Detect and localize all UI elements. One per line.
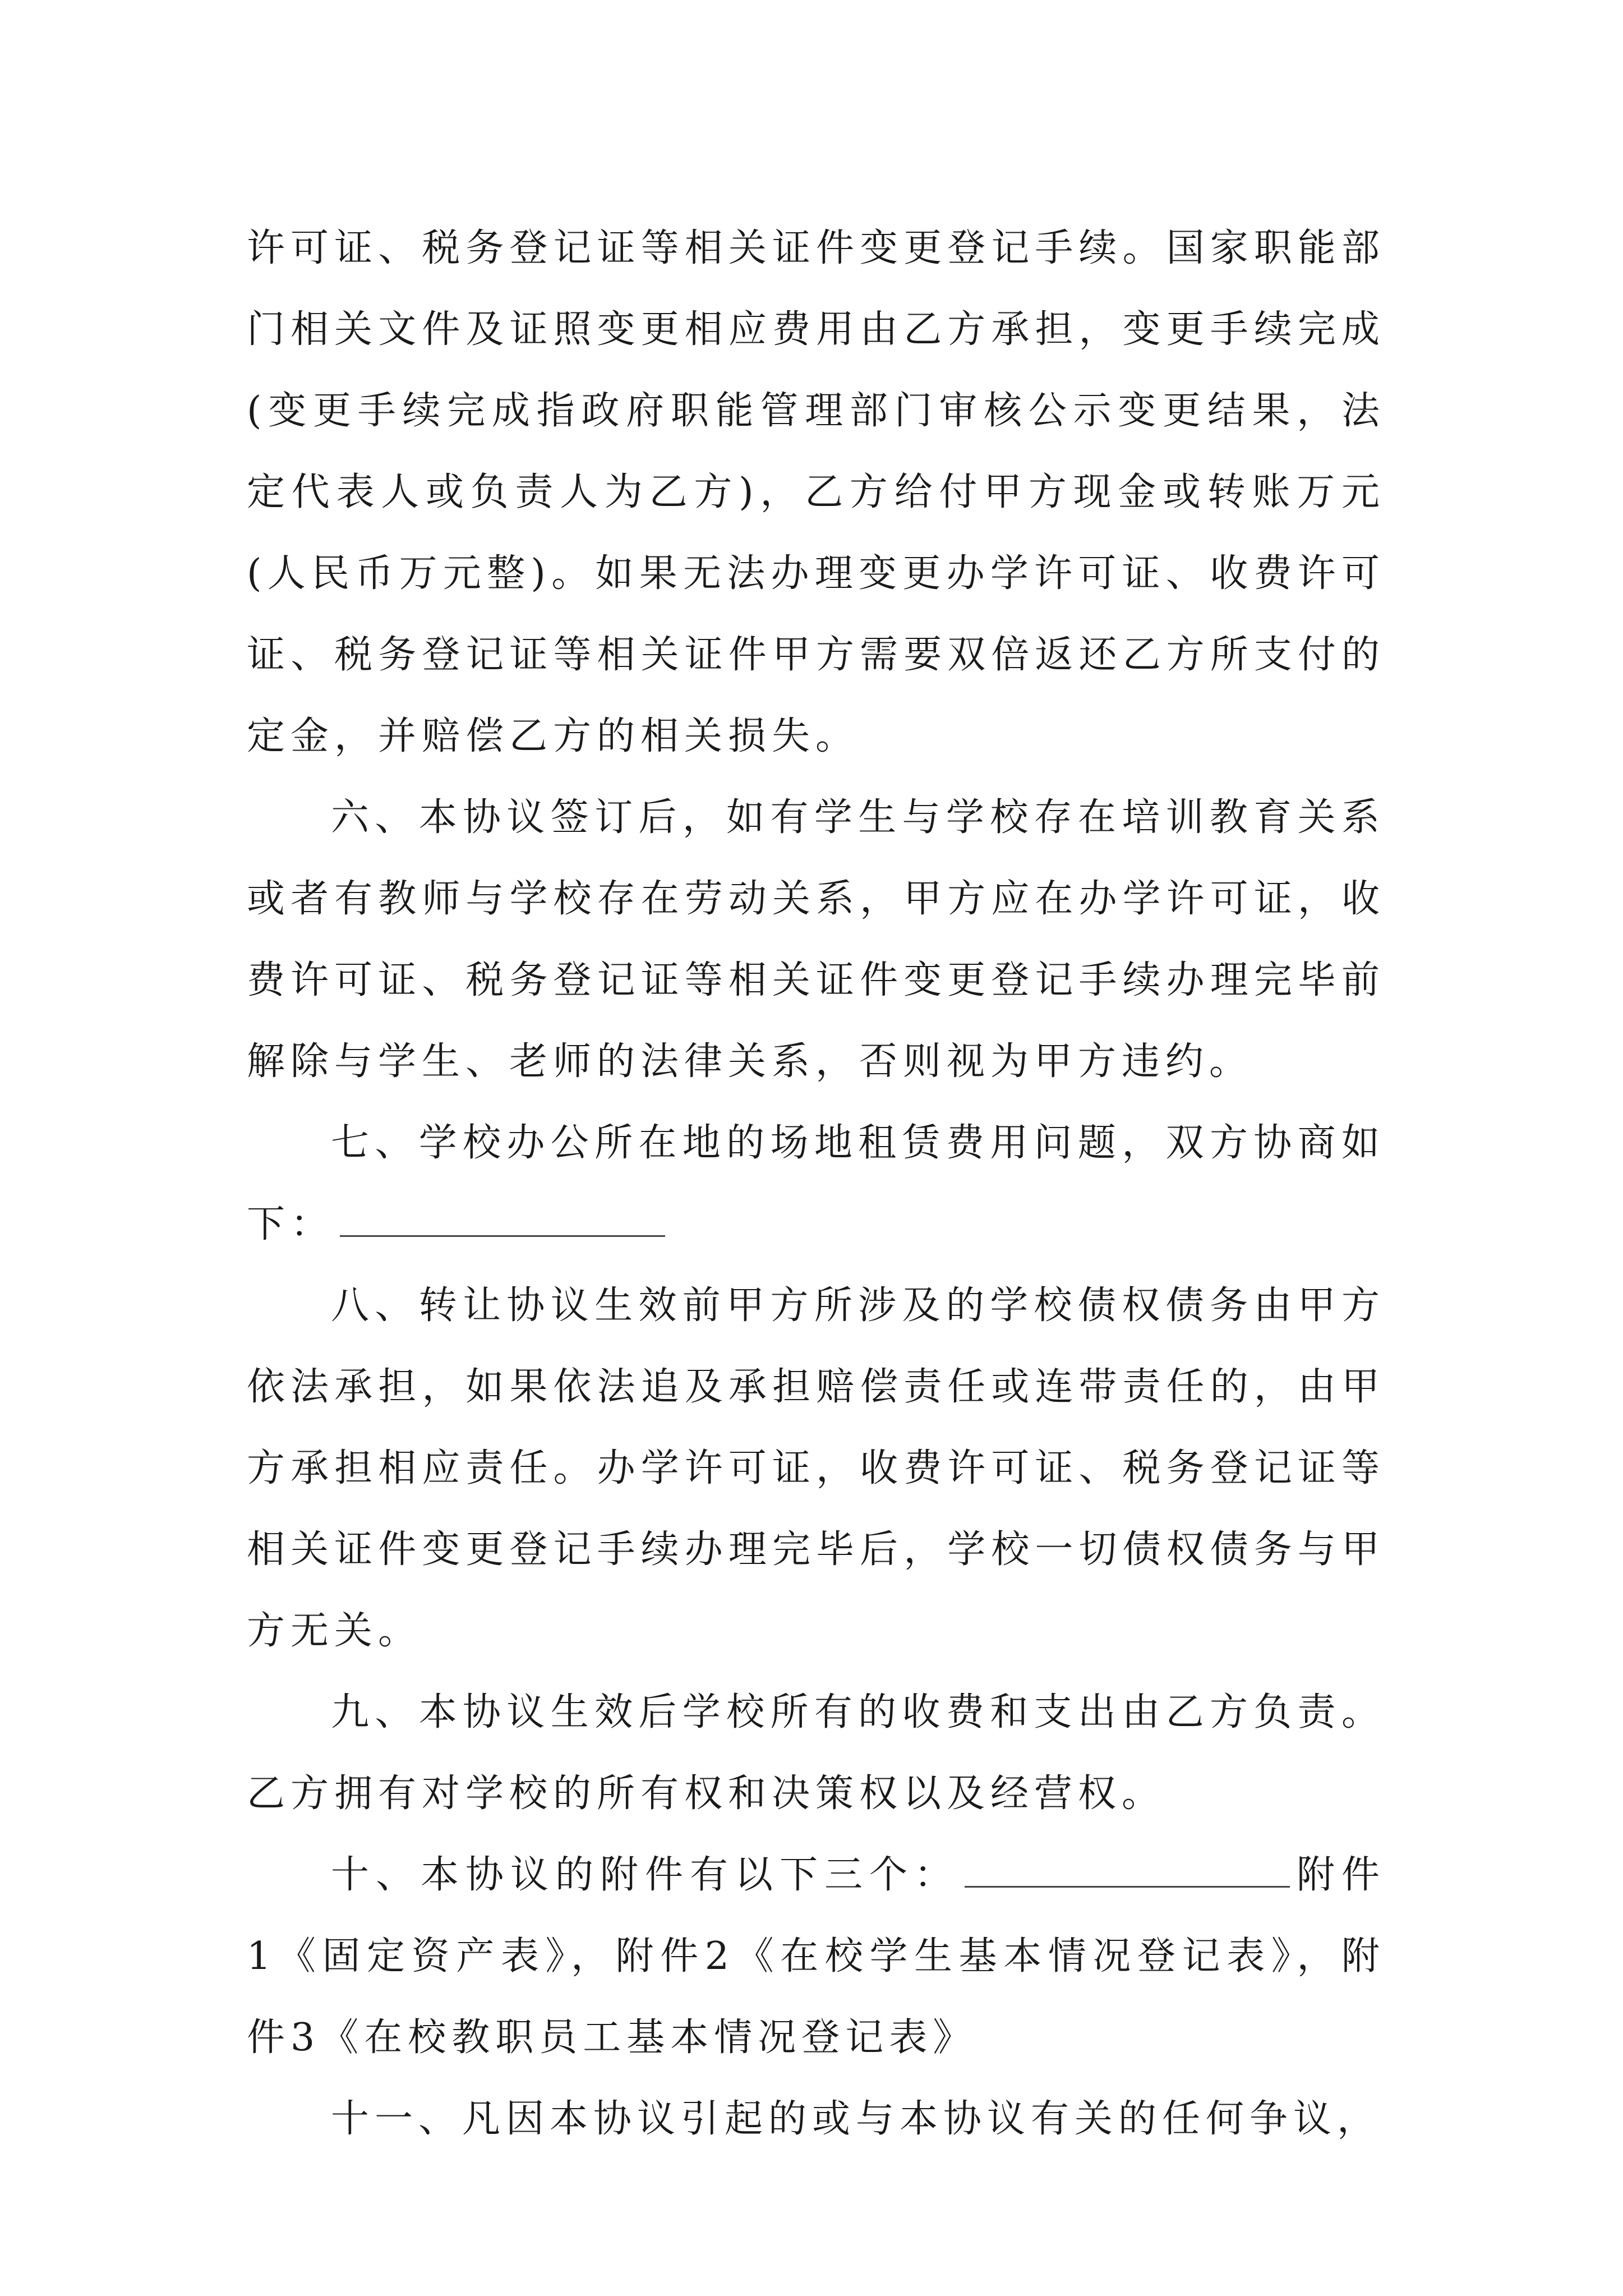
paragraph-7 (247, 1102, 1385, 1265)
document-body (247, 208, 1385, 2160)
paragraph-10-text-before: 十、本协议的附件有以下三个： (331, 1853, 959, 1897)
paragraph-10-text-after: 附件1《固定资产表》，附件2《在校学生基本情况登记表》，附件3《在校教职员工基本情况登记表》 (247, 1853, 1385, 2060)
paragraph-6: 六、本协议签订后，如有学生与学校存在培训教育关系或者有教师与学校存在劳动关系，甲方应在办学许可证，收费许可证、税务登记证等相关证件变更登记手续办理完毕前解除与学生、老师的法律关系，否则视为甲方违约。 (247, 795, 1385, 1084)
fill-in-blank (965, 1852, 1290, 1888)
paragraph-5-continued: 许可证、税务登记证等相关证件变更登记手续。国家职能部门相关文件及证照变更相应费用由乙方承担，变更手续完成(变更手续完成指政府职能管理部门审核公示变更结果，法定代表人或负责人为乙方)，乙方给付甲方现金或转账万元(人民币万元整)。如果无法办理变更办学许可证、收费许可证、税务登记证等相关证件甲方需要双倍返还乙方所支付的定金，并赔偿乙方的相关损失。 (247, 226, 1385, 758)
paragraph-11: 十一、凡因本协议引起的或与本协议有关的任何争议， (331, 2097, 1381, 2141)
paragraph-9: 九、本协议生效后学校所有的收费和支出由乙方负责。乙方拥有对学校的所有权和决策权以及经营权。 (247, 1690, 1385, 1816)
paragraph-7-text: 七、学校办公所在地的场地租赁费用问题，双方协商如下： (247, 1121, 1385, 1246)
paragraph-8: 八、转让协议生效前甲方所涉及的学校债权债务由甲方依法承担，如果依法追及承担赔偿责任或连带责任的，由甲方承担相应责任。办学许可证，收费许可证、税务登记证等相关证件变更登记手续办理完毕后，学校一切债权债务与甲方无关。 (247, 1283, 1385, 1653)
paragraph-10 (247, 1834, 1385, 2078)
fill-in-blank (340, 1202, 665, 1237)
